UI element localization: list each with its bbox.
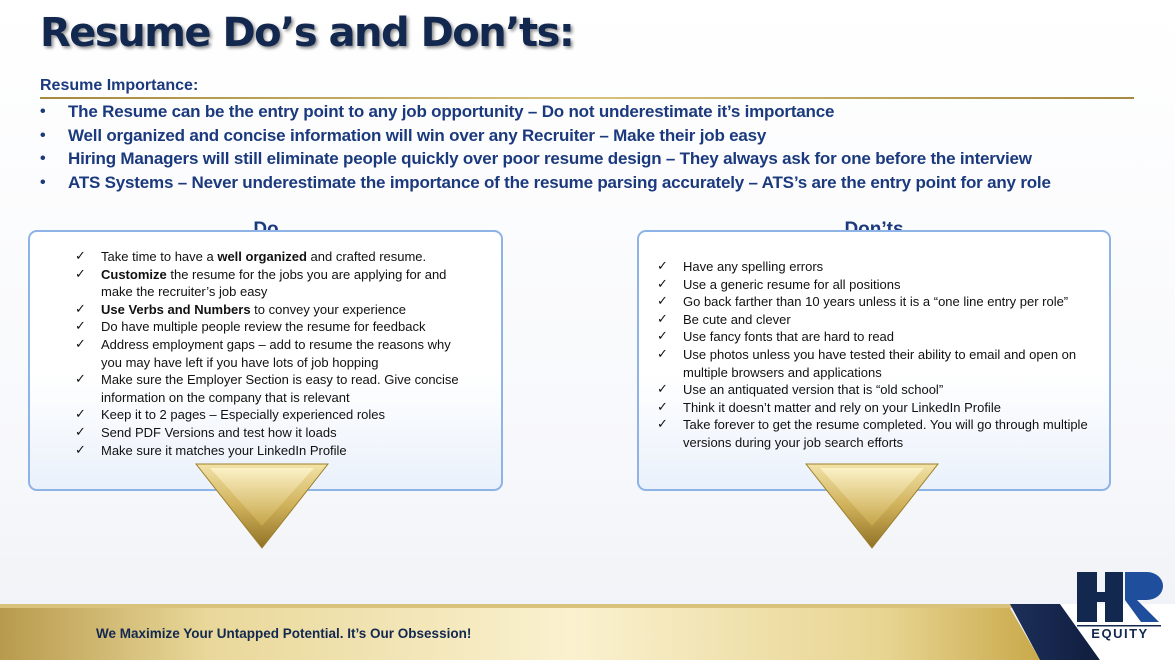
- check-icon: ✓: [75, 442, 86, 458]
- importance-item: • ATS Systems – Never underestimate the importance of the resume parsing accurately – ATS’s are the entry point for any role: [40, 171, 1051, 195]
- check-icon: ✓: [75, 266, 86, 282]
- check-icon: ✓: [75, 301, 86, 317]
- dont-item: ✓ Have any spelling errors: [657, 259, 824, 274]
- slide-title: Resume Do’s and Don’ts:: [40, 10, 574, 56]
- gold-divider: [40, 97, 1134, 99]
- dont-item: ✓ Think it doesn’t matter and rely on your LinkedIn Profile: [657, 399, 1001, 415]
- dont-item: ✓ Use a generic resume for all positions: [657, 276, 901, 292]
- check-icon: ✓: [75, 407, 86, 423]
- do-item: ✓ Keep it to 2 pages – Especially experienced roles: [75, 407, 386, 423]
- check-icon: ✓: [75, 336, 86, 352]
- do-item: ✓ Take time to have a well organized and crafted resume.: [75, 249, 427, 264]
- check-icon: ✓: [657, 417, 668, 433]
- check-icon: ✓: [657, 346, 668, 362]
- dont-item: ✓ Take forever to get the resume completed. You will go through multiple versions during your job search efforts: [657, 417, 1088, 450]
- bullet-icon: •: [40, 150, 46, 167]
- importance-item: • Hiring Managers will still eliminate people quickly over poor resume design – They always ask for one before the interview: [40, 147, 1051, 171]
- do-list: [75, 248, 470, 459]
- do-item: ✓ Make sure it matches your LinkedIn Profile: [75, 442, 347, 458]
- check-icon: ✓: [657, 311, 668, 327]
- importance-heading: Resume Importance:: [40, 77, 199, 94]
- dont-item: ✓ Use fancy fonts that are hard to read: [657, 329, 895, 345]
- do-item: ✓ Use Verbs and Numbers to convey your experience: [75, 301, 406, 317]
- logo-text: EQUITY: [1091, 626, 1149, 641]
- footer-tagline: We Maximize Your Untapped Potential. It’s Our Obsession!: [96, 626, 472, 641]
- down-arrow-icon: [194, 462, 330, 550]
- check-icon: ✓: [75, 249, 86, 264]
- down-arrow-icon: [804, 462, 940, 550]
- bullet-icon: •: [40, 126, 46, 144]
- importance-list: [40, 100, 1051, 194]
- dont-item: ✓ Be cute and clever: [657, 311, 791, 327]
- dont-item: ✓ Use an antiquated version that is “old school”: [657, 382, 944, 398]
- check-icon: ✓: [657, 399, 668, 415]
- check-icon: ✓: [657, 276, 668, 292]
- dont-item: ✓ Go back farther than 10 years unless it is a “one line entry per role”: [657, 294, 1069, 310]
- bullet-icon: •: [40, 173, 46, 191]
- dont-item: ✓ Use photos unless you have tested their ability to email and open on multiple browsers and applications: [657, 346, 1077, 380]
- check-icon: ✓: [75, 319, 86, 335]
- dont-list: [657, 258, 1092, 452]
- do-item: ✓ Do have multiple people review the resume for feedback: [75, 319, 426, 335]
- do-item: ✓ Send PDF Versions and test how it loads: [75, 424, 337, 440]
- do-item: ✓ Make sure the Employer Section is easy to read. Give concise information on the company that is relevant: [75, 372, 459, 405]
- check-icon: ✓: [657, 329, 668, 345]
- check-icon: ✓: [657, 294, 668, 310]
- check-icon: ✓: [657, 382, 668, 398]
- check-icon: ✓: [75, 372, 86, 388]
- do-item: ✓ Customize the resume for the jobs you are applying for and make the recruiter’s job easy: [75, 266, 447, 300]
- importance-item: • The Resume can be the entry point to any job opportunity – Do not underestimate it’s importance: [40, 100, 1051, 124]
- do-item: ✓ Address employment gaps – add to resume the reasons why you may have left if you have lots of job hopping: [75, 336, 451, 370]
- bullet-icon: •: [40, 103, 46, 120]
- check-icon: ✓: [657, 259, 668, 274]
- importance-item: • Well organized and concise information will win over any Recruiter – Make their job easy: [40, 124, 1051, 148]
- check-icon: ✓: [75, 424, 86, 440]
